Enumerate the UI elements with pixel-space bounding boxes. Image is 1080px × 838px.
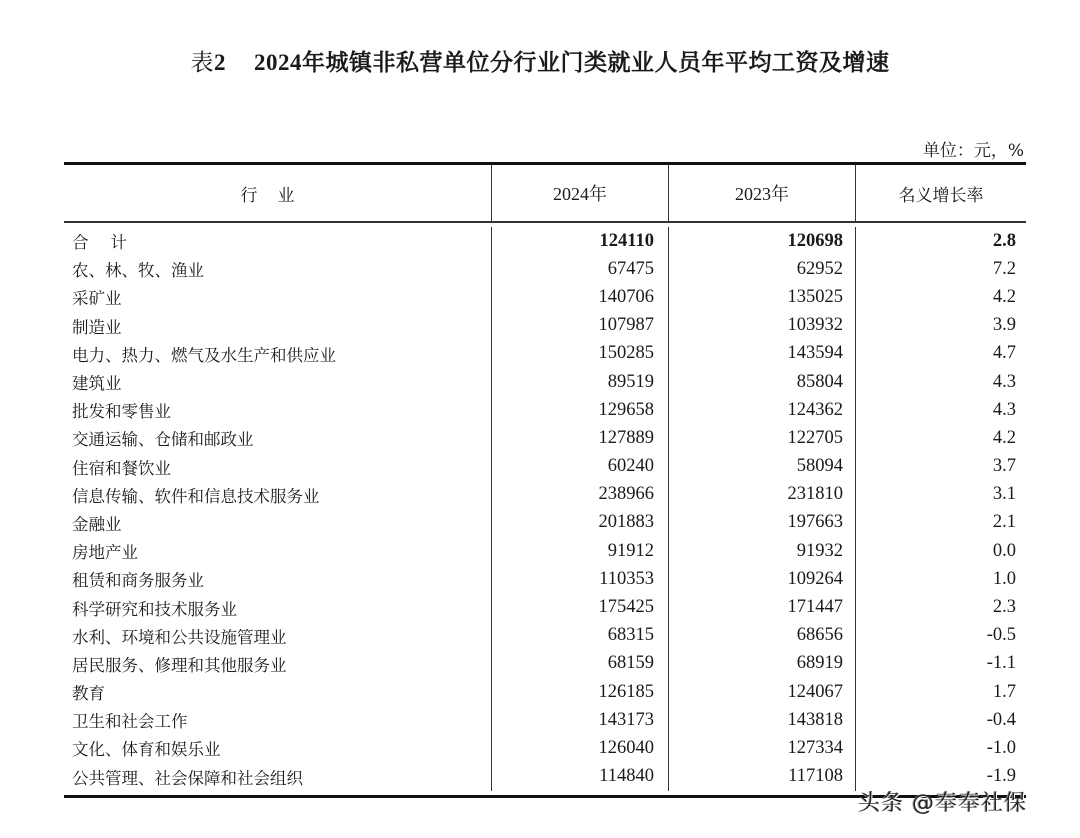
table-row bbox=[64, 340, 1026, 368]
growth-rate-cell: -0.4 bbox=[855, 706, 1026, 734]
industry-cell: 制造业 bbox=[72, 317, 122, 337]
growth-rate-cell: 2.1 bbox=[855, 509, 1026, 537]
industry-cell: 采矿业 bbox=[72, 289, 122, 309]
industry-cell: 批发和零售业 bbox=[72, 402, 171, 422]
table-row bbox=[64, 650, 1026, 678]
wage-2024-cell: 110353 bbox=[491, 565, 668, 593]
industry-cell: 住宿和餐饮业 bbox=[72, 458, 171, 478]
industry-cell: 农、林、牧、渔业 bbox=[72, 261, 204, 281]
growth-rate-cell: -0.5 bbox=[855, 622, 1026, 650]
title-number: 2 bbox=[214, 50, 226, 75]
wage-2024-cell: 201883 bbox=[491, 509, 668, 537]
wage-2023-cell: 68656 bbox=[668, 622, 855, 650]
watermark: 头条 @奉奉社保 bbox=[858, 791, 1027, 816]
growth-rate-cell: 4.3 bbox=[855, 396, 1026, 424]
header-2023: 2023年 bbox=[668, 165, 855, 221]
table-row bbox=[64, 424, 1026, 452]
wage-2024-cell: 129658 bbox=[491, 396, 668, 424]
growth-rate-cell: 3.1 bbox=[855, 481, 1026, 509]
industry-cell: 居民服务、修理和其他服务业 bbox=[72, 655, 287, 675]
wage-table bbox=[64, 162, 1026, 798]
table-row bbox=[64, 622, 1026, 650]
table-row bbox=[64, 593, 1026, 621]
industry-cell: 金融业 bbox=[72, 514, 122, 534]
header-2024: 2024年 bbox=[491, 165, 668, 221]
growth-rate-cell: 4.2 bbox=[855, 424, 1026, 452]
wage-2023-cell: 143594 bbox=[668, 340, 855, 368]
table-row bbox=[64, 396, 1026, 424]
wage-2024-cell: 140706 bbox=[491, 283, 668, 311]
industry-cell: 电力、热力、燃气及水生产和供应业 bbox=[72, 345, 336, 365]
industry-cell: 信息传输、软件和信息技术服务业 bbox=[72, 486, 320, 506]
industry-cell: 建筑业 bbox=[72, 374, 122, 394]
growth-rate-cell: 4.2 bbox=[855, 283, 1026, 311]
growth-rate-cell: 0.0 bbox=[855, 537, 1026, 565]
table-row bbox=[64, 283, 1026, 311]
growth-rate-cell: -1.0 bbox=[855, 734, 1026, 762]
wage-2023-cell: 231810 bbox=[668, 481, 855, 509]
table-row bbox=[64, 565, 1026, 593]
table-row bbox=[64, 453, 1026, 481]
industry-cell: 科学研究和技术服务业 bbox=[72, 599, 237, 619]
wage-2024-cell: 89519 bbox=[491, 368, 668, 396]
header-industry: 行业 bbox=[240, 185, 315, 206]
wage-2023-cell: 197663 bbox=[668, 509, 855, 537]
wage-2023-cell: 122705 bbox=[668, 424, 855, 452]
growth-rate-cell: 3.7 bbox=[855, 453, 1026, 481]
growth-rate-cell: 1.7 bbox=[855, 678, 1026, 706]
wage-2024-cell: 67475 bbox=[491, 255, 668, 283]
table-body bbox=[64, 223, 1026, 795]
wage-2024-cell: 114840 bbox=[491, 763, 668, 791]
growth-rate-cell: -1.9 bbox=[855, 763, 1026, 791]
table-row bbox=[64, 368, 1026, 396]
table-row bbox=[64, 481, 1026, 509]
wage-2023-cell: 62952 bbox=[668, 255, 855, 283]
industry-cell: 合计 bbox=[72, 233, 149, 253]
table-title bbox=[0, 44, 1080, 77]
table-row bbox=[64, 706, 1026, 734]
growth-rate-cell: 1.0 bbox=[855, 565, 1026, 593]
wage-2024-cell: 238966 bbox=[491, 481, 668, 509]
growth-rate-cell: 3.9 bbox=[855, 312, 1026, 340]
table-row bbox=[64, 312, 1026, 340]
wage-2023-cell: 85804 bbox=[668, 368, 855, 396]
table-row bbox=[64, 537, 1026, 565]
wage-2023-cell: 124067 bbox=[668, 678, 855, 706]
wage-2023-cell: 135025 bbox=[668, 283, 855, 311]
wage-2023-cell: 109264 bbox=[668, 565, 855, 593]
wage-2023-cell: 124362 bbox=[668, 396, 855, 424]
industry-cell: 租赁和商务服务业 bbox=[72, 571, 204, 591]
wage-2024-cell: 143173 bbox=[491, 706, 668, 734]
table-row bbox=[64, 734, 1026, 762]
table-row-total bbox=[64, 227, 1026, 255]
table-row bbox=[64, 255, 1026, 283]
title-label: 表 bbox=[190, 50, 214, 76]
wage-2023-cell: 103932 bbox=[668, 312, 855, 340]
wage-2024-cell: 127889 bbox=[491, 424, 668, 452]
industry-cell: 水利、环境和公共设施管理业 bbox=[72, 627, 287, 647]
wage-2023-cell: 117108 bbox=[668, 763, 855, 791]
table-row bbox=[64, 678, 1026, 706]
industry-cell: 卫生和社会工作 bbox=[72, 712, 188, 732]
wage-2023-cell: 58094 bbox=[668, 453, 855, 481]
wage-2024-cell: 107987 bbox=[491, 312, 668, 340]
growth-rate-cell: -1.1 bbox=[855, 650, 1026, 678]
wage-2023-cell: 127334 bbox=[668, 734, 855, 762]
wage-2024-cell: 68159 bbox=[491, 650, 668, 678]
industry-cell: 教育 bbox=[72, 684, 105, 704]
wage-2023-cell: 68919 bbox=[668, 650, 855, 678]
wage-2024-cell: 91912 bbox=[491, 537, 668, 565]
industry-cell: 公共管理、社会保障和社会组织 bbox=[72, 768, 303, 788]
wage-2023-cell: 171447 bbox=[668, 593, 855, 621]
wage-2024-cell: 126185 bbox=[491, 678, 668, 706]
wage-2024-cell: 60240 bbox=[491, 453, 668, 481]
industry-cell: 文化、体育和娱乐业 bbox=[72, 740, 221, 760]
growth-rate-cell: 4.7 bbox=[855, 340, 1026, 368]
wage-2024-cell: 150285 bbox=[491, 340, 668, 368]
table-header bbox=[64, 165, 1026, 221]
wage-2024-cell: 124110 bbox=[491, 227, 668, 255]
wage-2024-cell: 175425 bbox=[491, 593, 668, 621]
industry-cell: 交通运输、仓储和邮政业 bbox=[72, 430, 254, 450]
title-text: 2024年城镇非私营单位分行业门类就业人员年平均工资及增速 bbox=[254, 50, 890, 75]
wage-2023-cell: 143818 bbox=[668, 706, 855, 734]
header-growth: 名义增长率 bbox=[855, 165, 1026, 221]
growth-rate-cell: 4.3 bbox=[855, 368, 1026, 396]
wage-2023-cell: 120698 bbox=[668, 227, 855, 255]
growth-rate-cell: 2.3 bbox=[855, 593, 1026, 621]
growth-rate-cell: 7.2 bbox=[855, 255, 1026, 283]
wage-2024-cell: 68315 bbox=[491, 622, 668, 650]
growth-rate-cell: 2.8 bbox=[855, 227, 1026, 255]
industry-cell: 房地产业 bbox=[72, 543, 138, 563]
wage-2024-cell: 126040 bbox=[491, 734, 668, 762]
wage-2023-cell: 91932 bbox=[668, 537, 855, 565]
unit-note: 单位：元，% bbox=[922, 141, 1024, 161]
table-row bbox=[64, 509, 1026, 537]
